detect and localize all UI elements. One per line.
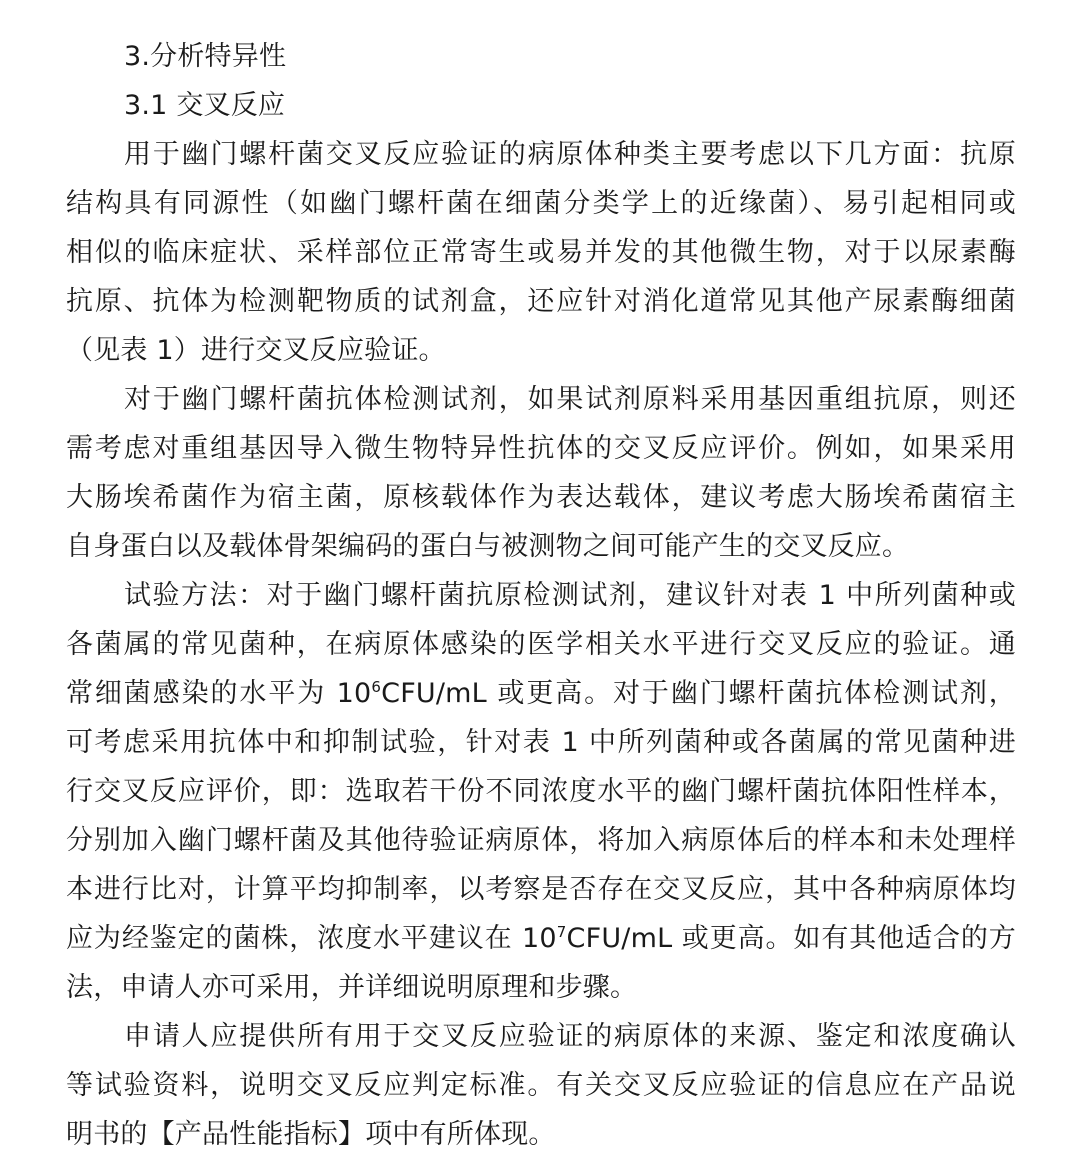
text-segment: 常细菌感染的水平为 10 — [66, 678, 372, 709]
paragraph-line: 可考虑采用抗体中和抑制试验，针对表 1 中所列菌种或各菌属的常见菌种进 — [66, 727, 1016, 758]
paragraph-line: 试验方法：对于幽门螺杆菌抗原检测试剂，建议针对表 1 中所列菌种或 — [124, 580, 1016, 611]
paragraph-recombinant-antigen — [66, 375, 1016, 571]
paragraph-line: 对于幽门螺杆菌抗体检测试剂，如果试剂原料采用基因重组抗原，则还 — [124, 384, 1016, 415]
paragraph-cross-reaction-pathogens — [66, 130, 1016, 375]
paragraph-test-method — [66, 571, 1016, 1012]
paragraph-line: 各菌属的常见菌种，在病原体感染的医学相关水平进行交叉反应的验证。通 — [66, 629, 1016, 660]
paragraph-line-with-superscript — [66, 914, 1016, 963]
text-segment: CFU/mL 或更高。对于幽门螺杆菌抗体检测试剂， — [381, 678, 1016, 709]
subsection-heading: 3.1 交叉反应 — [124, 90, 286, 121]
paragraph-line: 大肠埃希菌作为宿主菌，原核载体作为表达载体，建议考虑大肠埃希菌宿主 — [66, 482, 1016, 513]
paragraph-line: 相似的临床症状、采样部位正常寄生或易并发的其他微生物，对于以尿素酶 — [66, 237, 1016, 268]
paragraph-line: 结构具有同源性（如幽门螺杆菌在细菌分类学上的近缘菌）、易引起相同或 — [66, 188, 1016, 219]
paragraph-line: 法，申请人亦可采用，并详细说明原理和步骤。 — [66, 972, 638, 1003]
paragraph-line: 行交叉反应评价，即：选取若干份不同浓度水平的幽门螺杆菌抗体阳性样本， — [66, 776, 1016, 807]
paragraph-line: 本进行比对，计算平均抑制率，以考察是否存在交叉反应，其中各种病原体均 — [66, 874, 1016, 905]
paragraph-line: 明书的【产品性能指标】项中有所体现。 — [66, 1119, 556, 1150]
text-segment: CFU/mL 或更高。如有其他适合的方 — [566, 923, 1016, 954]
paragraph-line: 抗原、抗体为检测靶物质的试剂盒，还应针对消化道常见其他产尿素酶细菌 — [66, 286, 1016, 317]
paragraph-line: 用于幽门螺杆菌交叉反应验证的病原体种类主要考虑以下几方面：抗原 — [124, 139, 1016, 170]
paragraph-line-with-superscript — [66, 669, 1016, 718]
paragraph-line: 自身蛋白以及载体骨架编码的蛋白与被测物之间可能产生的交叉反应。 — [66, 531, 910, 562]
paragraph-line: 分别加入幽门螺杆菌及其他待验证病原体，将加入病原体后的样本和未处理样 — [66, 825, 1016, 856]
section-heading: 3.分析特异性 — [124, 41, 287, 72]
document-body — [66, 32, 1016, 1159]
exponent: 7 — [556, 923, 567, 941]
paragraph-applicant-requirements — [66, 1012, 1016, 1159]
exponent: 6 — [371, 678, 382, 696]
paragraph-line: 等试验资料，说明交叉反应判定标准。有关交叉反应验证的信息应在产品说 — [66, 1070, 1016, 1101]
paragraph-line: 申请人应提供所有用于交叉反应验证的病原体的来源、鉴定和浓度确认 — [124, 1021, 1016, 1052]
paragraph-line: 需考虑对重组基因导入微生物特异性抗体的交叉反应评价。例如，如果采用 — [66, 433, 1016, 464]
paragraph-line: （见表 1）进行交叉反应验证。 — [66, 335, 446, 366]
text-segment: 应为经鉴定的菌株，浓度水平建议在 10 — [66, 923, 557, 954]
